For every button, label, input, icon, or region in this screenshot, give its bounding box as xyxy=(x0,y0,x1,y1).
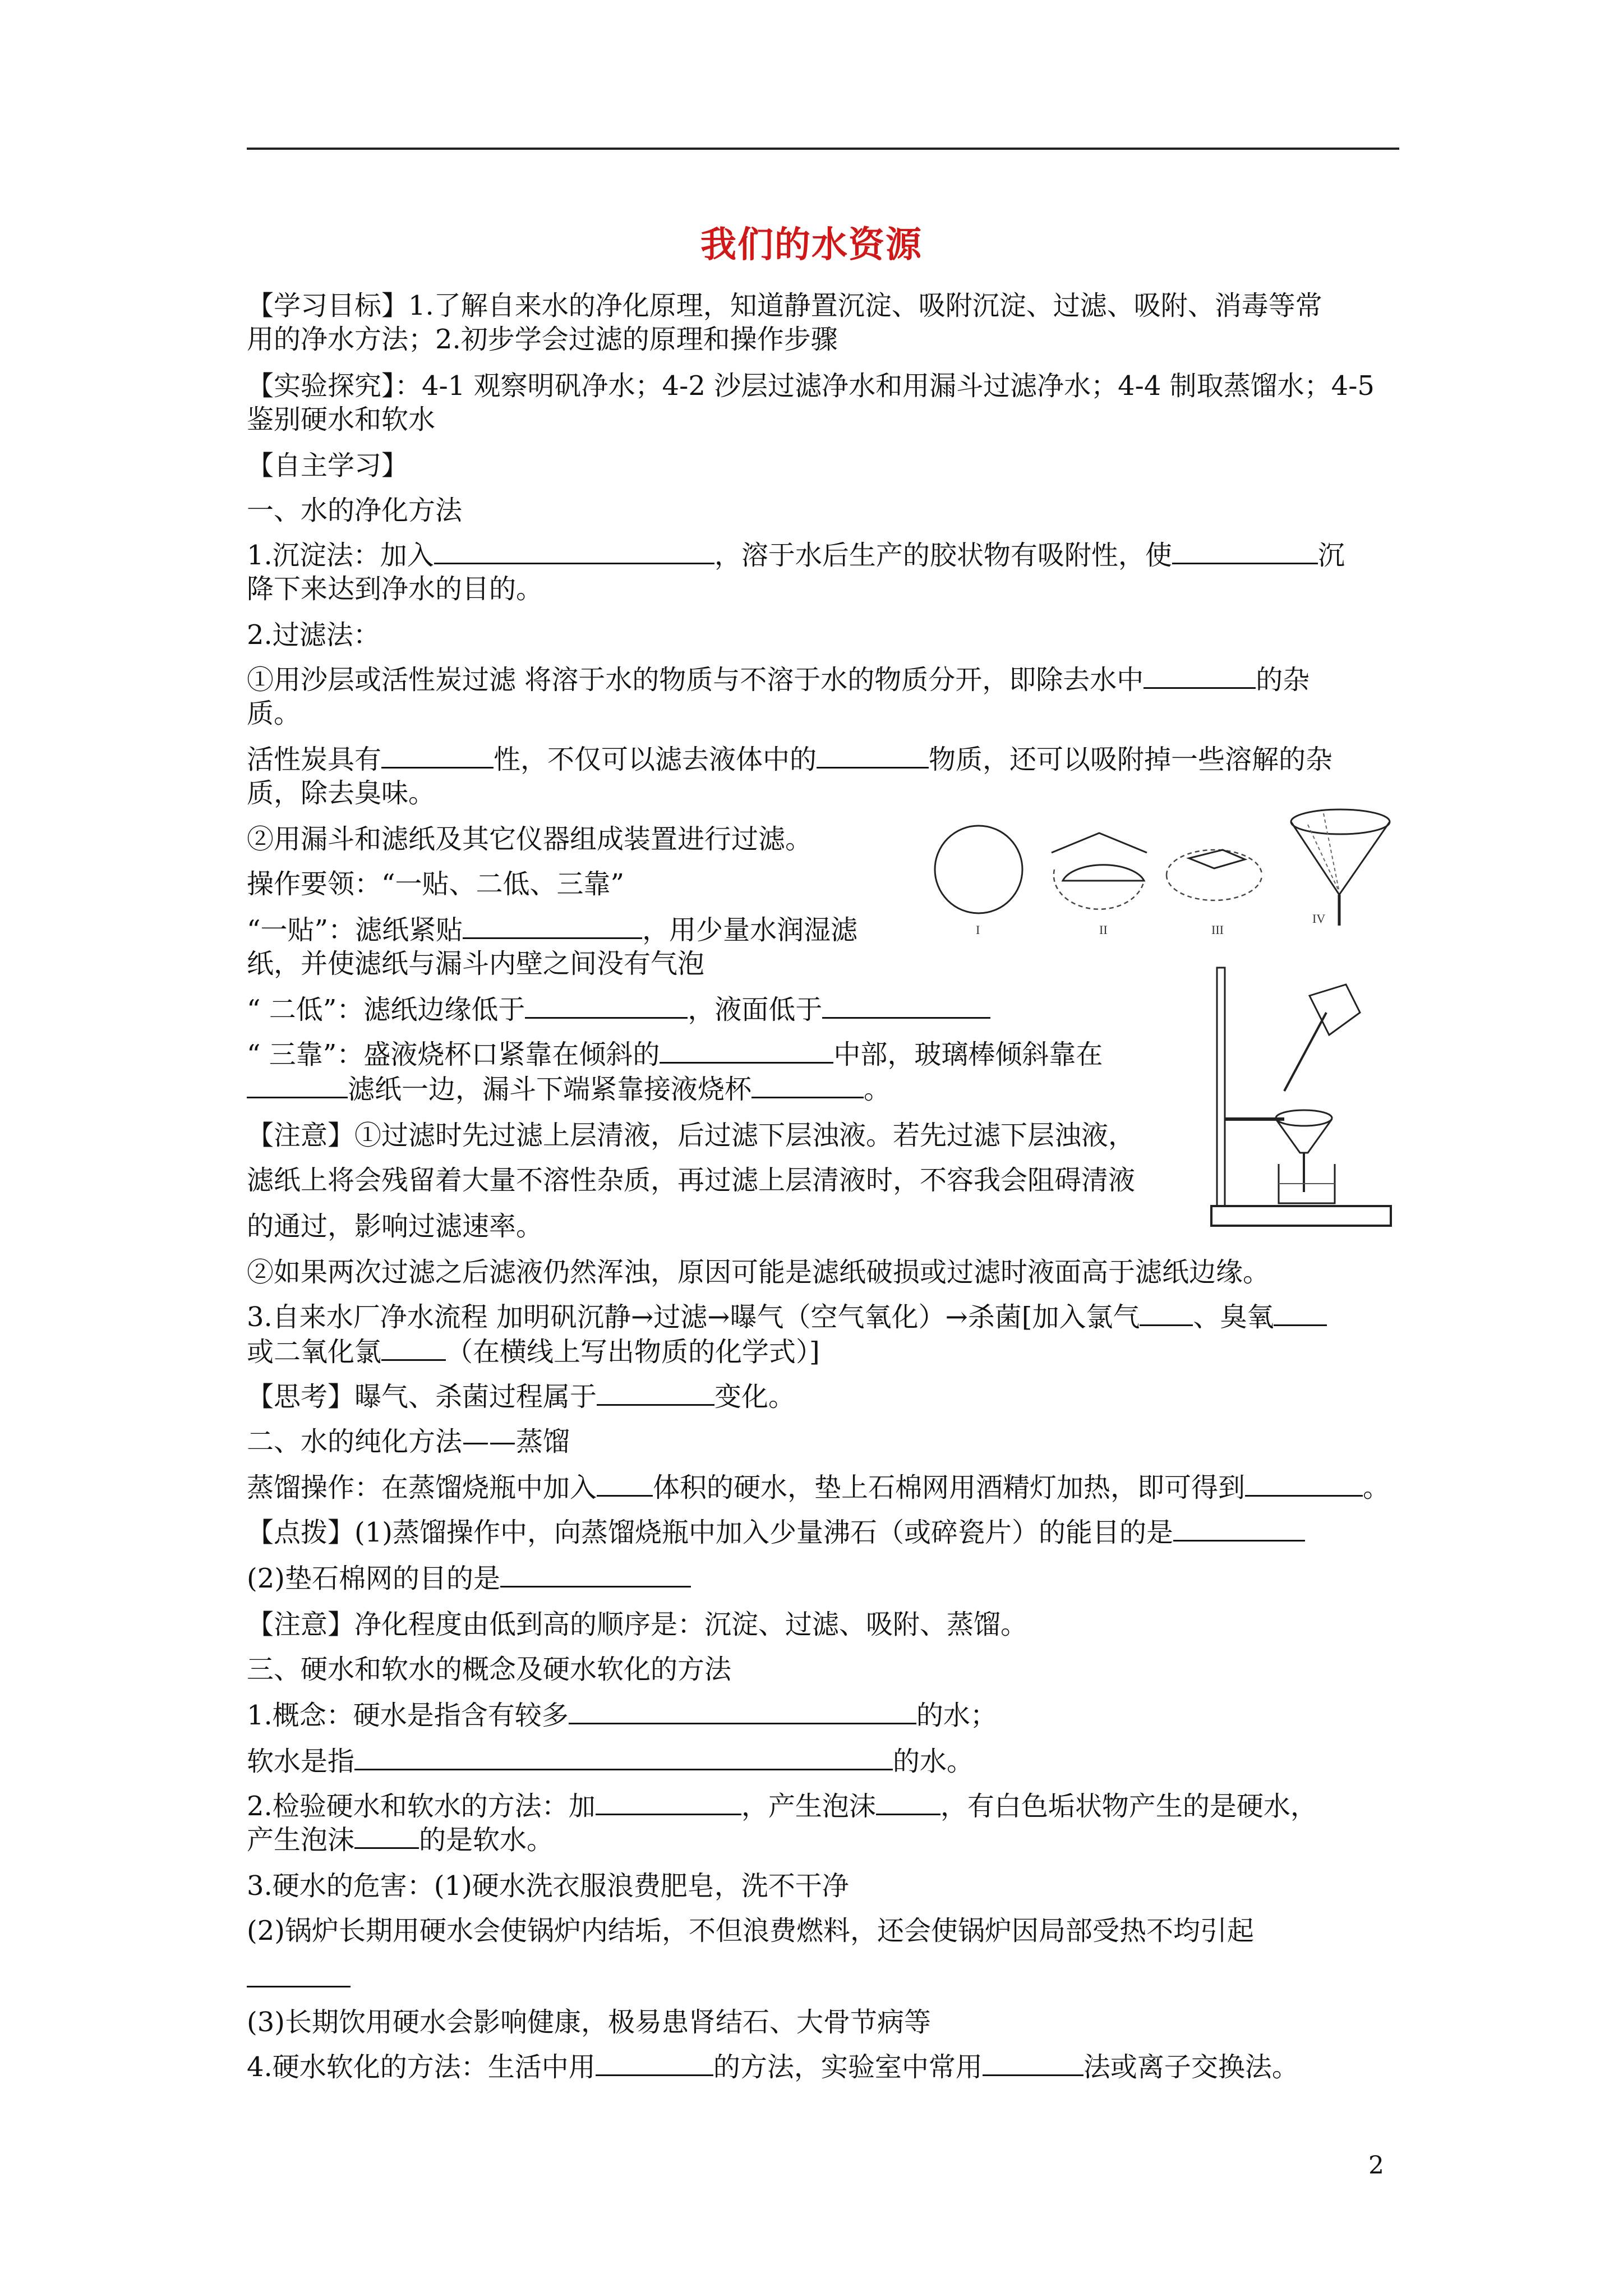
text-line xyxy=(247,1471,1390,1504)
text-segment: 活性炭具有 xyxy=(247,744,382,775)
text-segment: 一、水的净化方法 xyxy=(247,495,463,526)
text-line xyxy=(247,1823,554,1857)
text-line xyxy=(247,697,301,730)
text-segment: 或二氧化氯 xyxy=(247,1336,382,1368)
text-line xyxy=(247,572,543,606)
text-line xyxy=(247,494,462,527)
text-segment: 产生泡沫 xyxy=(247,1824,355,1856)
figure-label-4: IV xyxy=(1312,912,1326,926)
text-segment: 【点拨】(1)蒸馏操作中，向蒸馏烧瓶中加入少量沸石（或碎瓷片）的能目的是 xyxy=(247,1517,1173,1548)
figure-label-1: I xyxy=(976,923,980,937)
fill-in-blank[interactable] xyxy=(500,1563,691,1588)
text-segment: 物质，还可以吸附掉一些溶解的杂 xyxy=(929,744,1333,775)
text-segment: 法或离子交换法。 xyxy=(1083,2051,1299,2083)
text-line xyxy=(247,1380,795,1414)
text-line xyxy=(247,1119,1135,1152)
text-line xyxy=(247,369,1375,403)
text-segment: 质，除去臭味。 xyxy=(247,777,436,809)
fill-in-blank[interactable] xyxy=(1144,665,1256,689)
text-segment: 【注意】①过滤时先过滤上层清液，后过滤下层浊液。若先过滤下层浊液， xyxy=(247,1120,1136,1151)
text-segment: 变化。 xyxy=(714,1381,796,1412)
fill-in-blank[interactable] xyxy=(822,995,990,1019)
text-segment: 二、水的纯化方法——蒸馏 xyxy=(247,1426,570,1457)
header-rule xyxy=(247,148,1399,150)
figure-label-2: II xyxy=(1099,923,1108,937)
text-segment: 沉 xyxy=(1317,540,1345,571)
text-segment: 【学习目标】1.了解自来水的净化原理，知道静置沉淀、吸附沉淀、过滤、吸附、消毒等常 xyxy=(247,290,1322,321)
text-segment: ，溶于水后生产的胶状物有吸附性，使 xyxy=(714,540,1172,571)
text-segment: “ 三靠”：盛液烧杯口紧靠在倾斜的 xyxy=(247,1039,660,1070)
fill-in-blank[interactable] xyxy=(463,915,642,939)
text-segment: “ 二低”：滤纸边缘低于 xyxy=(247,994,525,1025)
text-segment: 软水是指 xyxy=(247,1746,355,1777)
text-line xyxy=(247,1073,891,1106)
text-segment: 4.硬水软化的方法：生活中用 xyxy=(247,2051,596,2083)
fill-in-blank[interactable] xyxy=(1172,540,1318,564)
text-line xyxy=(247,913,857,947)
text-segment: 体积的硬水，垫上石棉网用酒精灯加热，即可得到 xyxy=(653,1472,1246,1503)
fill-in-blank[interactable] xyxy=(434,540,714,564)
fill-in-blank[interactable] xyxy=(876,1791,940,1815)
text-segment: 的杂 xyxy=(1256,664,1310,696)
fill-in-blank[interactable] xyxy=(597,1382,714,1406)
text-line xyxy=(247,993,990,1027)
text-line xyxy=(247,1914,1254,1948)
text-segment: ，有白色垢状物产生的是硬水， xyxy=(940,1791,1317,1822)
text-segment: （在横线上写出物质的化学式）] xyxy=(446,1336,820,1368)
text-segment: 2.过滤法： xyxy=(247,619,380,651)
text-segment: 。 xyxy=(1363,1472,1390,1503)
filtration-apparatus-figure xyxy=(1200,962,1402,1237)
text-line xyxy=(247,1038,1103,1071)
figure-label-3: III xyxy=(1211,923,1224,937)
text-line xyxy=(247,1335,820,1369)
text-segment: 【自主学习】 xyxy=(247,450,409,481)
text-line xyxy=(247,1745,974,1778)
pouring-beaker xyxy=(1310,984,1360,1035)
fill-in-blank[interactable] xyxy=(1140,1302,1193,1326)
page-title: 我们的水资源 xyxy=(700,224,923,266)
text-segment: 【思考】曝气、杀菌过程属于 xyxy=(247,1381,597,1412)
text-line xyxy=(247,1209,543,1243)
text-line xyxy=(247,1300,1327,1334)
text-line xyxy=(247,1608,1027,1641)
text-segment: 的水。 xyxy=(893,1746,974,1777)
fill-in-blank[interactable] xyxy=(354,1825,419,1849)
text-segment: (2)垫石棉网的目的是 xyxy=(247,1563,500,1594)
text-segment: 的方法，实验室中常用 xyxy=(713,2051,983,2083)
text-segment: 的通过，影响过滤速率。 xyxy=(247,1211,543,1242)
fill-in-blank[interactable] xyxy=(597,1473,653,1497)
text-segment: ①用沙层或活性炭过滤 将溶于水的物质与不溶于水的物质分开，即除去水中 xyxy=(247,664,1144,696)
text-segment: 的是软水。 xyxy=(419,1824,554,1856)
text-segment: 降下来达到净水的目的。 xyxy=(247,573,543,605)
text-segment: 3.硬水的危害：(1)硬水洗衣服浪费肥皂，洗不干净 xyxy=(247,1870,849,1902)
text-segment: ②如果两次过滤之后滤液仍然浑浊，原因可能是滤纸破损或过滤时液面高于滤纸边缘。 xyxy=(247,1257,1270,1288)
text-line xyxy=(247,1255,1270,1289)
text-segment: 用的净水方法；2.初步学会过滤的原理和操作步骤 xyxy=(247,324,838,355)
fill-in-blank[interactable] xyxy=(751,1074,864,1098)
text-line xyxy=(247,539,1345,572)
text-line xyxy=(247,618,380,652)
text-segment: 1.概念：硬水是指含有较多 xyxy=(247,1700,569,1731)
text-segment: 纸，并使滤纸与漏斗内壁之间没有气泡 xyxy=(247,948,705,979)
text-segment: 2.检验硬水和软水的方法：加 xyxy=(247,1791,596,1822)
glass-rod xyxy=(1284,1013,1326,1091)
text-segment: 蒸馏操作：在蒸馏烧瓶中加入 xyxy=(247,1472,597,1503)
fill-in-blank[interactable] xyxy=(660,1039,833,1064)
fill-in-blank[interactable] xyxy=(247,1074,348,1098)
fill-in-blank[interactable] xyxy=(381,744,494,769)
filter-paper-folding-figure xyxy=(931,797,1402,965)
text-segment: 性，不仅可以滤去液体中的 xyxy=(494,744,817,775)
fill-in-blank[interactable] xyxy=(1173,1517,1305,1542)
text-segment: 滤纸上将会残留着大量不溶性杂质，再过滤上层清液时，不容我会阻碍清液 xyxy=(247,1165,1136,1196)
text-segment: ②用漏斗和滤纸及其它仪器组成装置进行过滤。 xyxy=(247,823,813,855)
fill-in-blank[interactable] xyxy=(1274,1302,1327,1326)
text-segment: 质。 xyxy=(247,698,301,729)
text-line xyxy=(247,1163,1135,1197)
text-segment: 【注意】净化程度由低到高的顺序是：沉淀、过滤、吸附、蒸馏。 xyxy=(247,1609,1028,1640)
page-number: 2 xyxy=(1368,2151,1384,2180)
text-segment: ，产生泡沫 xyxy=(741,1791,876,1822)
text-segment: (3)长期饮用硬水会影响健康，极易患肾结石、大骨节病等 xyxy=(247,2007,931,2038)
text-line xyxy=(247,403,435,436)
text-segment: 1.沉淀法：加入 xyxy=(247,540,434,571)
text-line xyxy=(247,289,1322,323)
text-line xyxy=(247,449,408,482)
text-segment: 滤纸一边，漏斗下端紧靠接液烧杯 xyxy=(348,1074,752,1105)
text-segment: ，液面低于 xyxy=(688,994,823,1025)
text-segment: ，用少量水润湿滤 xyxy=(642,914,858,946)
text-line xyxy=(247,2050,1299,2084)
text-segment: 的水； xyxy=(916,1700,997,1731)
text-segment: 鉴别硬水和软水 xyxy=(247,404,436,435)
text-segment: 中部，玻璃棒倾斜靠在 xyxy=(833,1039,1103,1070)
text-line xyxy=(247,776,435,810)
text-line xyxy=(247,2005,931,2039)
text-segment: 操作要领：“一贴、二低、三靠” xyxy=(247,868,625,900)
text-segment: (2)锅炉长期用硬水会使锅炉内结垢，不但浪费燃料，还会使锅炉因局部受热不均引起 xyxy=(247,1915,1254,1947)
text-line xyxy=(247,867,624,901)
fill-in-blank[interactable] xyxy=(354,1746,893,1770)
text-line xyxy=(247,743,1332,776)
text-line xyxy=(247,1653,731,1686)
text-line xyxy=(247,323,838,356)
fill-in-blank[interactable] xyxy=(817,744,929,769)
text-line xyxy=(247,1789,1317,1823)
fill-in-blank[interactable] xyxy=(525,995,688,1019)
text-line xyxy=(247,947,704,981)
text-segment: 三、硬水和软水的概念及硬水软化的方法 xyxy=(247,1654,732,1685)
stand-rod xyxy=(1217,968,1225,1206)
stand-base xyxy=(1211,1206,1391,1226)
fill-in-blank[interactable] xyxy=(569,1700,916,1724)
fill-in-blank[interactable] xyxy=(381,1337,446,1361)
text-segment: 【实验探究】：4-1 观察明矾净水；4-2 沙层过滤净水和用漏斗过滤净水；4-4 制取蒸馏水；4-5 xyxy=(247,370,1375,402)
text-segment: “一贴”：滤纸紧贴 xyxy=(247,914,463,946)
text-segment: 3.自来水厂净水流程 加明矾沉静→过滤→曝气（空气氧化）→杀菌[加入氯气 xyxy=(247,1301,1140,1333)
text-line xyxy=(247,822,812,856)
text-line xyxy=(247,663,1310,697)
fill-in-blank[interactable] xyxy=(983,2052,1083,2076)
fill-in-blank[interactable] xyxy=(596,1791,741,1815)
text-line xyxy=(247,1562,691,1595)
text-line xyxy=(247,1699,997,1732)
text-line xyxy=(247,1516,1305,1549)
fill-in-blank[interactable] xyxy=(596,2052,713,2076)
text-line xyxy=(247,1425,570,1458)
text-segment: 、臭氧 xyxy=(1193,1301,1274,1333)
blank-line-continuation xyxy=(247,1986,351,1987)
text-line xyxy=(247,1869,849,1903)
text-segment: 。 xyxy=(864,1074,891,1105)
fill-in-blank[interactable] xyxy=(1245,1473,1363,1497)
